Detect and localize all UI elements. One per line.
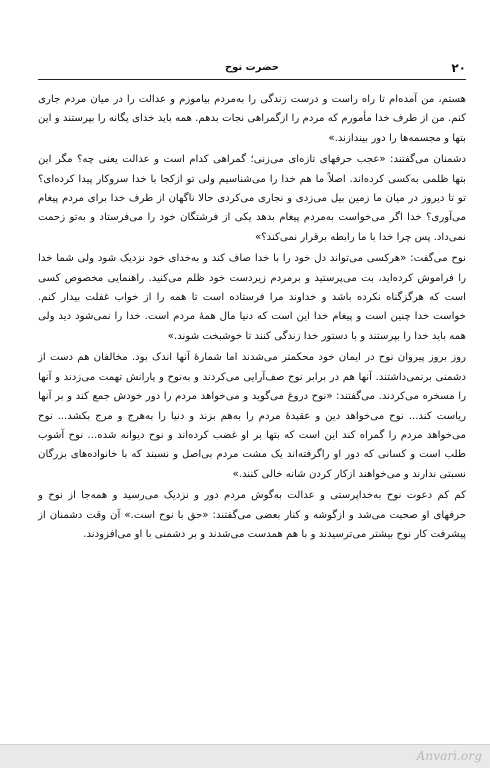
paragraph-1: هستم، من آمده‌ام تا راه راست و درست زندگی را به‌مردم بیاموزم و عدالت را در میان مردم جاری کنم. من از طرف خدا مأمورم که مردم را ازگمراهی نجات بدهم. همه باید خدای یگانه را بپرستند و این بتها و مجسمه‌ها را دور بیندازند.» (38, 94, 466, 144)
header-divider (38, 79, 466, 80)
body-text (38, 90, 466, 544)
page-number: ۲۰ (451, 61, 466, 75)
running-title: حضرت نوح (224, 62, 280, 73)
watermark-text: Anvari.org (416, 749, 482, 763)
paragraph-3: نوح می‌گفت: «هرکسی می‌تواند دل خود را با خدا صاف کند و به‌خدای خود نزدیک شود ولی شما خدا را فراموش کرده‌اید، بت می‌پرستید و برمردم زیردست خود ظلم می‌کنید. راهنمایی مخصوص کسی است که هرگزگناه نکرده باشد و خداوند مرا فرستاده است تا همه را از خواب غفلت بیدار کنم. خواست خدا چنین است و پیغام خدا این است که دنیا مال همهٔ مردم است. خدا را نمی‌شود دید ولی همه باید خدا را بپرستند و با دستور خدا زندگی کنند تا خوشبخت شوند.» (38, 253, 466, 342)
paragraph-2: دشمنان می‌گفتند: «عجب حرفهای تازه‌ای می‌زنی؛ گمراهی کدام است و عدالت یعنی چه؟ مگر این بتها ظلمی به‌کسی کرده‌اند. اصلاً ما هم خدا را می‌شناسیم ولی تو ازکجا با خدا سروکار پیدا کرده‌ای؟ تو تا دیروز در میان ما زمین بیل می‌زدی و نجاری می‌کردی حالا ناگهان از طرف خدا برای مردم پیغام می‌آوری؟ خدا اگر می‌خواست به‌مردم پیغام بدهد یکی از فرشتگان خود را می‌فرستاد و به‌تو زحمت نمی‌داد. پس چرا خدا با ما رابطه برقرار نمی‌کند؟» (38, 154, 466, 243)
paragraph-4: روز بروز پیروان نوح در ایمان خود محکمتر می‌شدند اما شمارهٔ آنها اندک بود. مخالفان هم دست از دشمنی برنمی‌داشتند. آنها هم در برابر نوح صف‌آرایی می‌کردند و به‌نوح و یارانش تهمت می‌زدند و آنها را مسخره می‌کردند. می‌گفتند: «نوح دروغ می‌گوید و می‌خواهد مردم را دور خودش جمع کند و بر آنها ریاست کند... نوح می‌خواهد دین و عقیدهٔ مردم را به‌هم بزند و دنیا را به‌هرج و مرج بکشد... نوح می‌خواهد مردم را گمراه کند این است که بتها بر او غضب کرده‌اند و نوح دیوانه شده... نوح آشوب طلب است و کسانی که دور او راگرفته‌اند یک مشت مردم بی‌اصل و نسبند که با خانواده‌های بزرگان نسبتی ندارند و می‌خواهند ازکار کردن شانه خالی کنند.» (38, 352, 466, 480)
paragraph-5: کم کم دعوت نوح به‌خداپرستی و عدالت به‌گوش مردم دور و نزدیک می‌رسید و همه‌جا از نوح و حرفهای او صحبت می‌شد و ازگوشه و کنار بعضی می‌گفتند: «حق با نوح است.» آن وقت دشمنان از پیشرفت کار نوح بیشتر می‌ترسیدند و با هم همدست می‌شدند و بر دشمنی با او می‌افزودند. (38, 490, 466, 540)
page-header (38, 60, 466, 82)
footer-band (0, 744, 490, 768)
